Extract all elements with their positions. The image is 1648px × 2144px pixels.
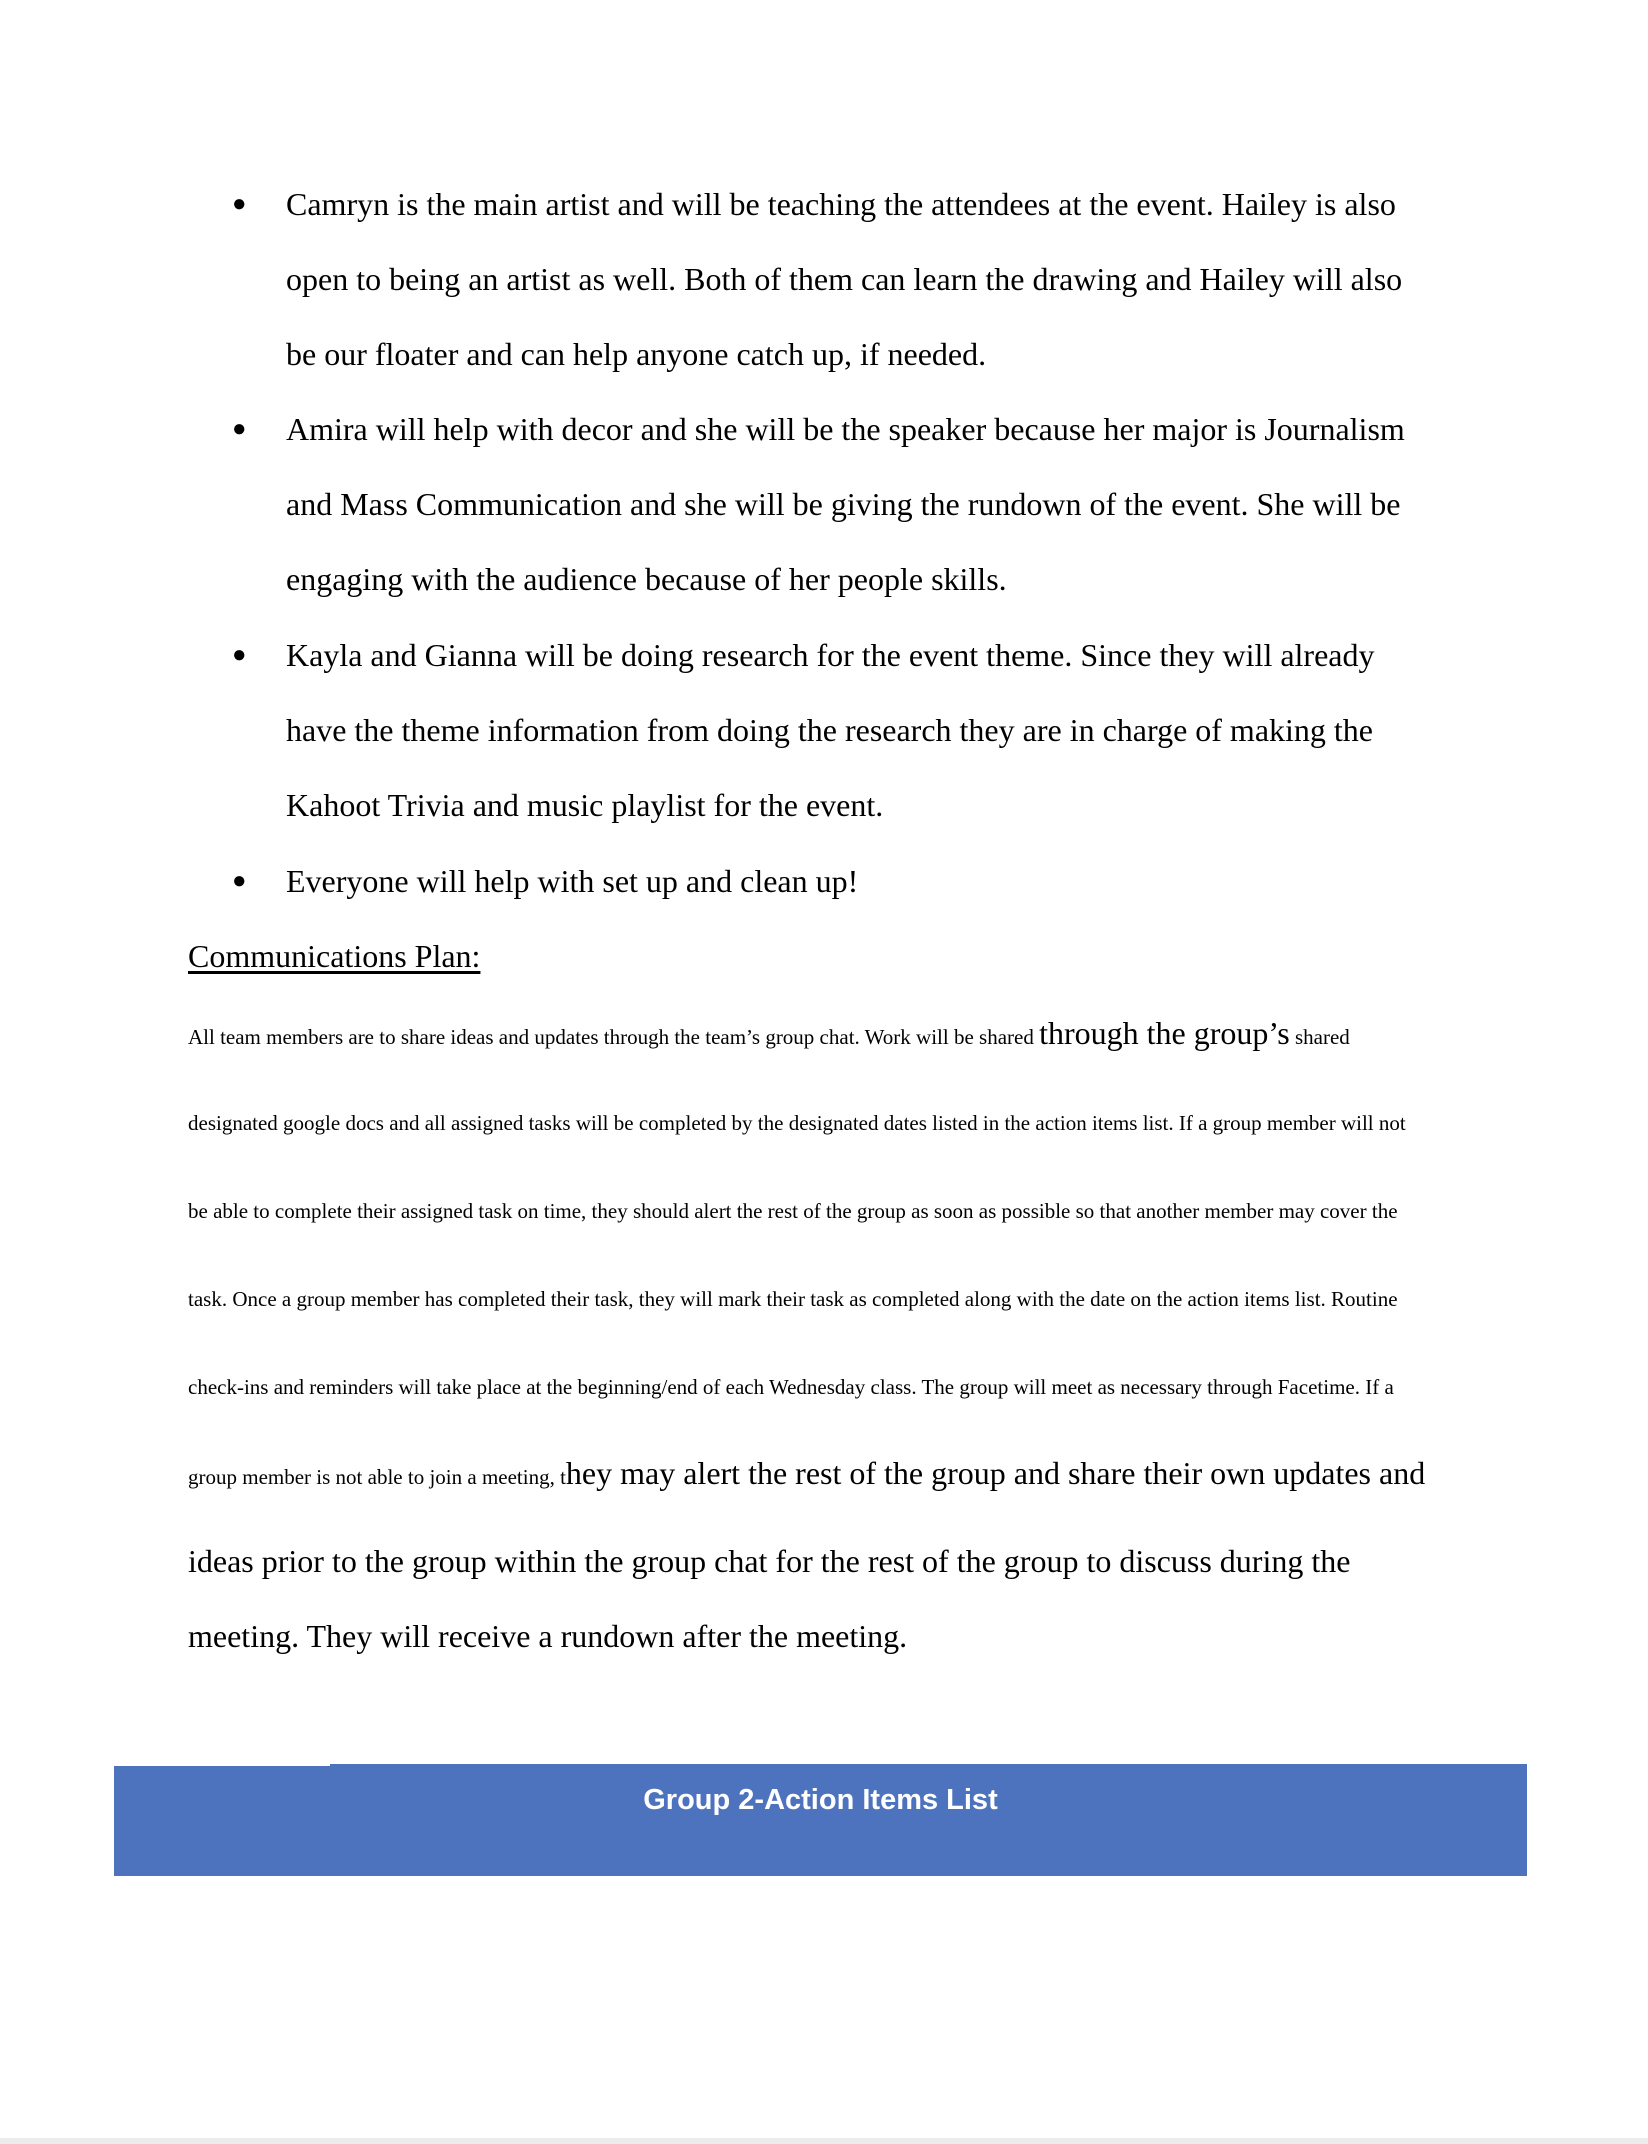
paragraph-line [188, 1457, 1425, 1489]
bullet-line: have the theme information from doing the research they are in charge of making the [286, 712, 1373, 748]
bullet-line: Kayla and Gianna will be doing research for the event theme. Since they will already [286, 637, 1375, 673]
bullet-text [286, 167, 1486, 392]
paragraph-line: designated google docs and all assigned tasks will be completed by the designated dates listed in the action items list. If a group member will not [188, 1111, 1406, 1135]
action-items-title: Group 2-Action Items List [643, 1784, 998, 1816]
bullet-line: open to being an artist as well. Both of them can learn the drawing and Hailey will also [286, 261, 1403, 297]
paragraph-text: group member is not able to join a meeting, t [188, 1465, 566, 1489]
paragraph-line: be able to complete their assigned task on time, they should alert the rest of the group as soon as possible so that another member may cover the [188, 1199, 1398, 1223]
bullet-glyph: ● [232, 191, 247, 217]
paragraph-text: shared [1289, 1025, 1350, 1049]
bullet-line: Kahoot Trivia and music playlist for the event. [286, 787, 884, 823]
paragraph-line: meeting. They will receive a rundown after the meeting. [188, 1618, 908, 1654]
bullet-text [286, 844, 1486, 919]
paragraph-line: task. Once a group member has completed their task, they will mark their task as completed along with the date on the action items list. Routine [188, 1287, 1398, 1311]
bullet-glyph: ● [232, 416, 247, 442]
paragraph-text-large: hey may alert the rest of the group and share their own updates and [565, 1455, 1426, 1491]
communications-plan-heading: Communications Plan: [188, 938, 481, 974]
paragraph-text-large: through the group’s [1039, 1015, 1290, 1051]
bullet-line: Everyone will help with set up and clean up! [286, 863, 859, 899]
bullet-line: engaging with the audience because of her people skills. [286, 561, 1007, 597]
bullet-glyph: ● [232, 868, 247, 894]
bullet-glyph: ● [232, 642, 247, 668]
bullet-line: be our floater and can help anyone catch up, if needed. [286, 336, 987, 372]
bullet-line: Amira will help with decor and she will be the speaker because her major is Journalism [286, 411, 1405, 447]
paragraph-line: check-ins and reminders will take place at the beginning/end of each Wednesday class. The group will meet as necessary through Facetime. If a [188, 1375, 1394, 1399]
bullet-line: Camryn is the main artist and will be teaching the attendees at the event. Hailey is also [286, 186, 1396, 222]
paragraph-text: All team members are to share ideas and updates through the team’s group chat. Work will be shared [188, 1025, 1040, 1049]
bullet-line: and Mass Communication and she will be giving the rundown of the event. She will be [286, 486, 1401, 522]
paragraph-line: ideas prior to the group within the group chat for the rest of the group to discuss during the [188, 1543, 1351, 1579]
paragraph-line [188, 1017, 1350, 1049]
page-bottom-edge [0, 2138, 1648, 2144]
bullet-text [286, 618, 1486, 843]
bullet-text [286, 392, 1486, 617]
